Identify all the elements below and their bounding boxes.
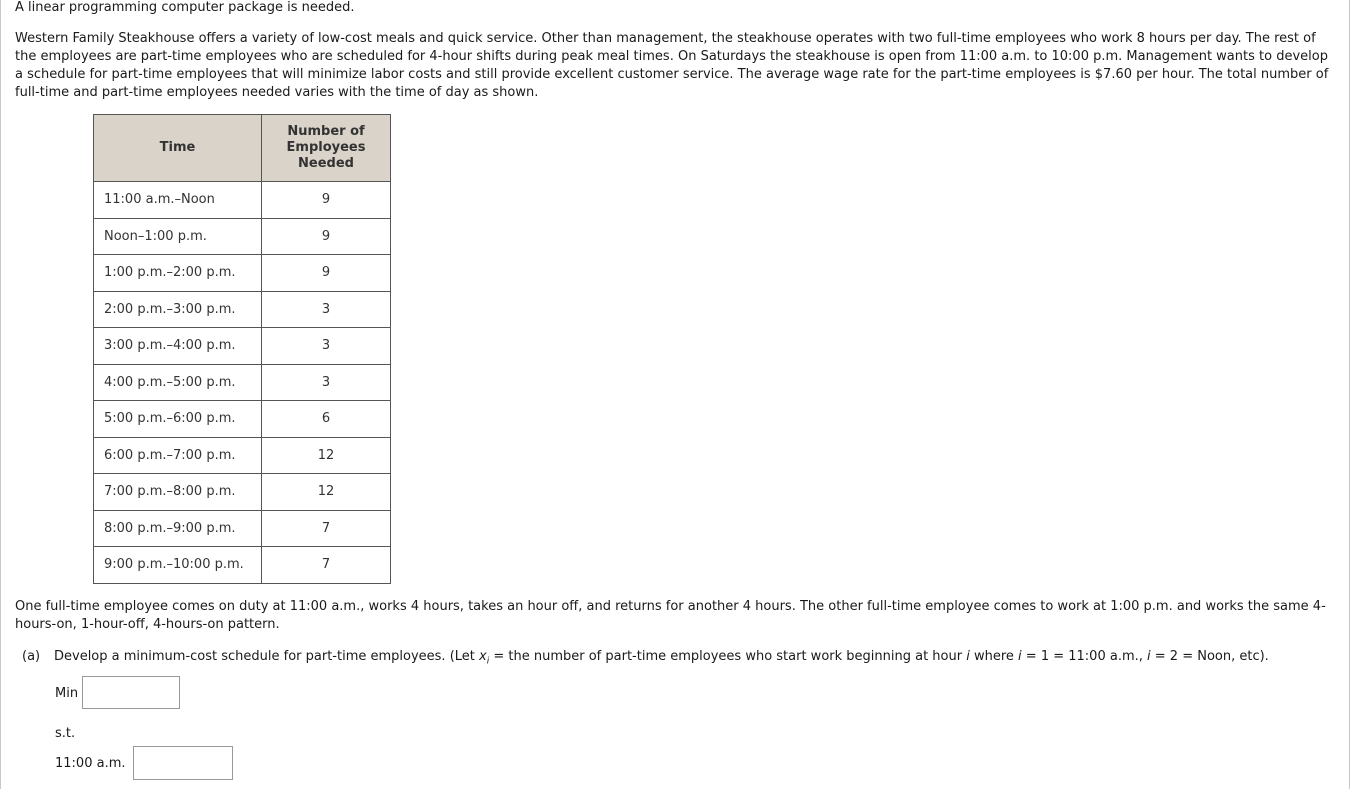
count-cell: 3 — [262, 291, 391, 328]
part-a-i3: i — [1147, 649, 1151, 664]
min-objective-input[interactable] — [82, 676, 180, 709]
time-cell: 1:00 p.m.–2:00 p.m. — [94, 255, 262, 292]
table-row — [94, 547, 391, 584]
count-cell: 7 — [262, 510, 391, 547]
header-employees-needed — [262, 115, 391, 182]
part-a-var: x — [479, 649, 487, 664]
employees-table — [93, 114, 391, 584]
time-cell: 4:00 p.m.–5:00 p.m. — [94, 364, 262, 401]
count-cell: 12 — [262, 474, 391, 511]
part-a-text-3: where — [969, 649, 1019, 664]
part-a-text-4: = 1 = 11:00 a.m., — [1021, 649, 1148, 664]
time-cell: 11:00 a.m.–Noon — [94, 182, 262, 219]
count-cell: 9 — [262, 255, 391, 292]
part-a-i1: i — [966, 649, 970, 664]
table-row — [94, 401, 391, 438]
table-row — [94, 255, 391, 292]
time-cell: 3:00 p.m.–4:00 p.m. — [94, 328, 262, 365]
part-a-text-1: Develop a minimum-cost schedule for part-time employees. (Let — [54, 649, 480, 664]
intro-text: A linear programming computer package is needed. — [15, 0, 355, 15]
st-label: s.t. — [55, 726, 76, 741]
header-employees-needed-text: Number of Employees Needed — [286, 124, 366, 171]
frame-left-border — [0, 0, 1, 789]
part-a-text-5: = 2 = Noon, etc). — [1150, 649, 1269, 664]
part-a-label: (a) — [22, 649, 41, 664]
constraint-11am-input[interactable] — [133, 746, 233, 780]
part-a-sub: i — [486, 656, 490, 667]
time-cell: 2:00 p.m.–3:00 p.m. — [94, 291, 262, 328]
count-cell: 9 — [262, 218, 391, 255]
time-cell: 9:00 p.m.–10:00 p.m. — [94, 547, 262, 584]
full-time-paragraph: One full-time employee comes on duty at 11:00 a.m., works 4 hours, takes an hour off, and returns for another 4 hours. The other full-time employee comes to work at 1:00 p.m. and works the same 4-hours-on, 1-hour-off, 4-hours-on pattern. — [15, 599, 1326, 632]
table-row — [94, 328, 391, 365]
time-cell: 7:00 p.m.–8:00 p.m. — [94, 474, 262, 511]
count-cell: 6 — [262, 401, 391, 438]
part-a-text-2: = the number of part-time employees who start work beginning at hour — [489, 649, 967, 664]
count-cell: 3 — [262, 364, 391, 401]
table-row — [94, 182, 391, 219]
time-cell: 8:00 p.m.–9:00 p.m. — [94, 510, 262, 547]
count-cell: 12 — [262, 437, 391, 474]
problem-paragraph: Western Family Steakhouse offers a variety of low-cost meals and quick service. Other than management, the steakhouse operates with two full-time employees who work 8 hours per day. The rest of the employees are part-time employees who are scheduled for 4-hour shifts during peak meal times. On Saturdays the steakhouse is open from 11:00 a.m. to 10:00 p.m. Management wants to develop a schedule for part-time employees that will minimize labor costs and still provide excellent customer service. The average wage rate for the part-time employees is $7.60 per hour. The total number of full-time and part-time employees needed varies with the time of day as shown. — [15, 31, 1329, 100]
header-time: Time — [94, 115, 262, 182]
part-a-question — [22, 648, 1269, 671]
table-row — [94, 437, 391, 474]
time-cell: 6:00 p.m.–7:00 p.m. — [94, 437, 262, 474]
count-cell: 3 — [262, 328, 391, 365]
count-cell: 9 — [262, 182, 391, 219]
count-cell: 7 — [262, 547, 391, 584]
min-label: Min — [55, 686, 79, 701]
frame-right-border — [1349, 0, 1350, 789]
part-a-i2: i — [1018, 649, 1022, 664]
table-row — [94, 291, 391, 328]
table-row — [94, 474, 391, 511]
time-cell: 5:00 p.m.–6:00 p.m. — [94, 401, 262, 438]
table-row — [94, 218, 391, 255]
table-row — [94, 510, 391, 547]
constraint-11am-label: 11:00 a.m. — [55, 756, 126, 771]
time-cell: Noon–1:00 p.m. — [94, 218, 262, 255]
table-header-row — [94, 115, 391, 182]
table-row — [94, 364, 391, 401]
